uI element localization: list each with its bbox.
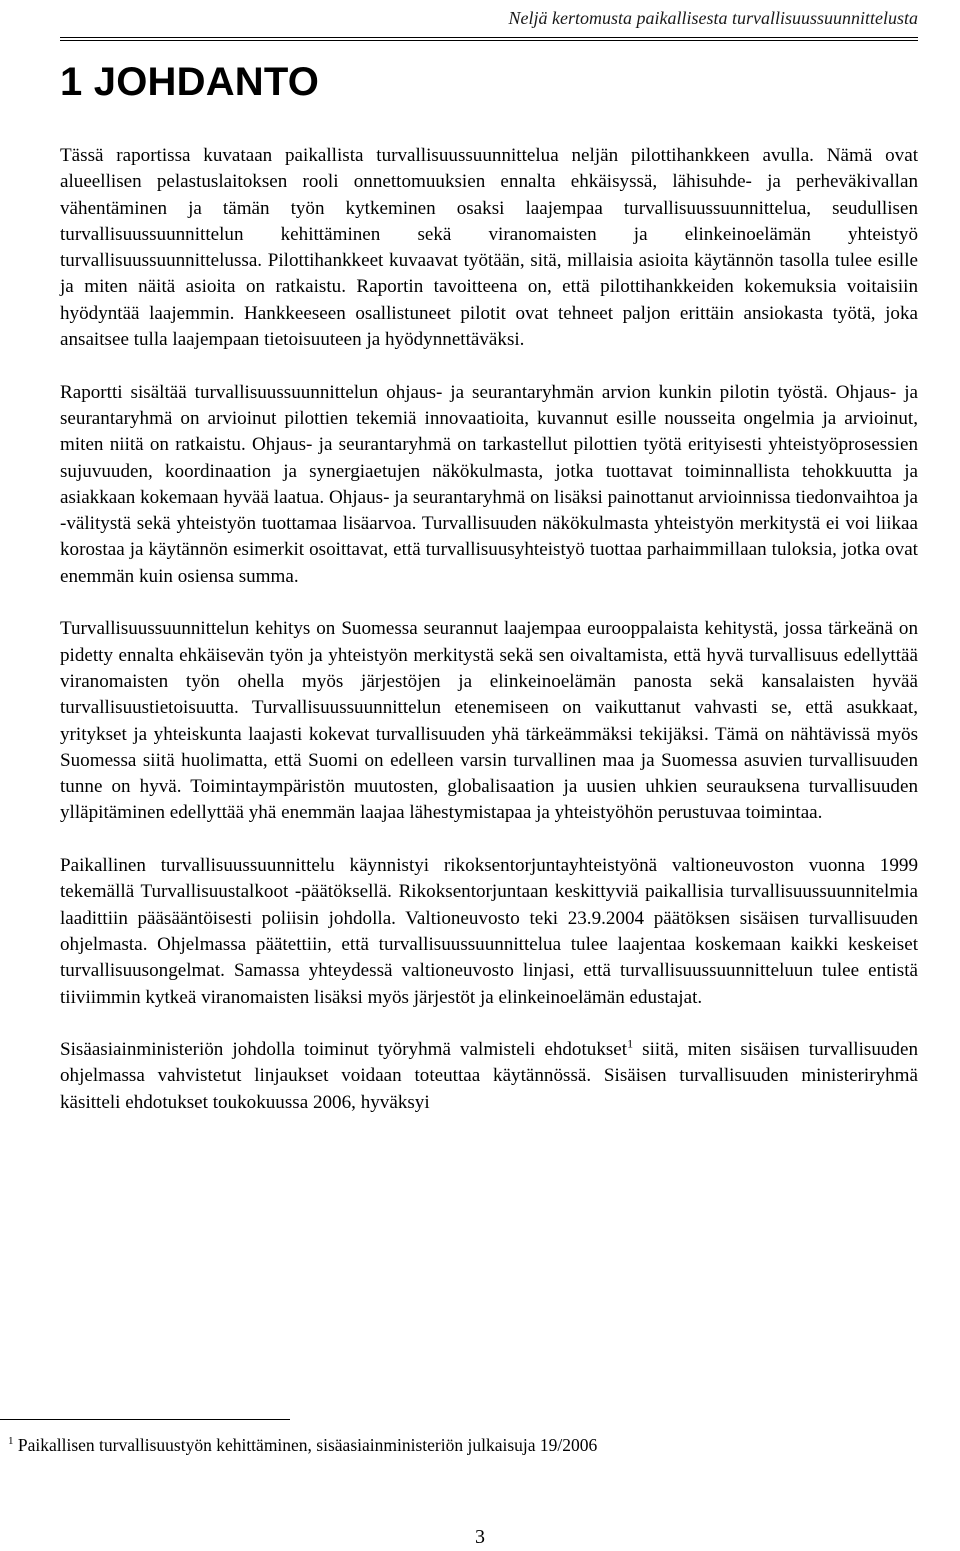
paragraph-3: Turvallisuussuunnittelun kehitys on Suomessa seurannut laajempaa eurooppalaista kehitystä, jossa tärkeänä on pidetty ennalta ehkäisevän työn ja yhteistyön merkitystä sekä sen oivaltamista, että hyvä turvallisuus edellyttää viranomaisten työn ohella myös järjestöjen ja elinkeinoelämän panosta sekä kansalaisten hyvää turvallisuustietoisuutta. Turvallisuussuunnittelun etenemiseen on vaikuttanut vahvasti se, että asukkaat, yritykset ja yhteiskunta laajasti kokevat turvallisuuden yhä tärkeämmäksi tekijäksi. Tämä on nähtävissä myös Suomessa siitä huolimatta, että Suomi on edelleen varsin turvallinen maa ja Suomessa asuvien turvallisuuden tunne on hyvä. Toimintaympäristön muutosten, globalisaation ja uusien uhkien seurauksena turvallisuuden ylläpitäminen edellyttää yhä enemmän laajaa lähestymistapaa ja yhteistyöhön perustuvaa toimintaa. (60, 618, 918, 824)
paragraph-2: Raportti sisältää turvallisuussuunnittelun ohjaus- ja seurantaryhmän arvion kunkin pilotin työstä. Ohjaus- ja seurantaryhmä on arvioinut pilottien tekemiä innovaatioita, kuvannut esille nousseita ongelmia ja arvioinut, miten niitä on ratkaistu. Ohjaus- ja seurantaryhmä on tarkastellut pilottien työtä erityisesti yhteistyöprosessien sujuvuuden, koordinaation ja synergiaetujen näkökulmasta, jotka tuottavat toiminnallista tehokkuutta ja asiakkaan kokemaan hyvää laatua. Ohjaus- ja seurantaryhmä on lisäksi painottanut arvioinnissa tiedonvaihtoa ja -välitystä sekä yhteistyön tuottamaa lisäarvoa. Turvallisuuden näkökulmasta yhteistyön merkitystä ei voi liikaa korostaa ja käytännön esimerkit osoittavat, että turvallisuusyhteistyö tuottaa parhaimmillaan tuloksia, jotka ovat enemmän kuin osiensa summa. (60, 381, 918, 587)
chapter-heading: 1 JOHDANTO (60, 60, 320, 104)
footnote-text: Paikallisen turvallisuustyön kehittäminen, sisäasiainministeriön julkaisuja 19/2006 (13, 1435, 598, 1455)
paragraph-1: Tässä raportissa kuvataan paikallista turvallisuussuunnittelua neljän pilottihankkeen avulla. Nämä ovat alueellisen pelastuslaitoksen rooli onnettomuuksien ennalta ehkäisyssä, lähisuhde- ja perheväkivallan vähentäminen ja tämän työn kytkeminen osaksi laajempaa turvallisuussuunnittelua, seudullisen turvallisuussuunnittelun kehittäminen sekä viranomaisten ja elinkeinoelämän yhteistyö turvallisuussuunnittelussa. Pilottihankkeet kuvaavat työtään, sitä, millaisia asioita käytännön tasolla tulee esille ja miten näitä asioita on ratkaistu. Raportin tavoitteena on, että pilottihankkeiden kokemuksia voitaisiin hyödyntää laajemmin. Hankkeeseen osallistuneet pilotit ovat tehneet paljon erittäin ansiokasta työtä, joka ansaitsee tulla laajempaan tietoisuuteen ja hyödynnettäväksi. (60, 145, 918, 351)
footnote-reference[interactable]: 1 (627, 1036, 634, 1051)
paragraph-5-start: Sisäasiainministeriön johdolla toiminut työryhmä valmisteli ehdotukset (60, 1039, 628, 1061)
paragraph-5-end: siitä, miten sisäisen turvallisuuden ohjelmassa vahvistetut linjaukset voidaan toteuttaa käytännössä. Sisäisen turvallisuuden ministeriryhmä käsitteli ehdotukset toukokuussa 2006, hyväksyi (60, 1039, 919, 1113)
running-header: Neljä kertomusta paikallisesta turvallisuussuunnittelusta (60, 8, 918, 38)
paragraph-5 (60, 1037, 918, 1116)
footnote-separator (0, 1419, 290, 1420)
footnote-marker: 1 (8, 1435, 14, 1448)
page-number: 3 (475, 1526, 485, 1548)
body-text (60, 143, 918, 1116)
footnote (8, 1434, 597, 1456)
paragraph-4: Paikallinen turvallisuussuunnittelu käynnistyi rikoksentorjuntayhteistyönä valtioneuvoston vuonna 1999 tekemällä Turvallisuustalkoot -päätöksellä. Rikoksentorjuntaan keskittyviä paikallisia turvallisuussuunnitelmia laadittiin pääsääntöisesti poliisin johdolla. Valtioneuvosto teki 23.9.2004 päätöksen sisäisen turvallisuuden ohjelmasta. Ohjelmassa päätettiin, että turvallisuussuunnittelua tulee laajentaa koskemaan kaikki keskeiset turvallisuusongelmat. Samassa yhteydessä valtioneuvosto linjasi, että turvallisuussuunnitteluun tulee entistä tiiviimmin kytkeä viranomaisten lisäksi myös järjestöt ja elinkeinoelämän edustajat. (60, 855, 918, 1008)
